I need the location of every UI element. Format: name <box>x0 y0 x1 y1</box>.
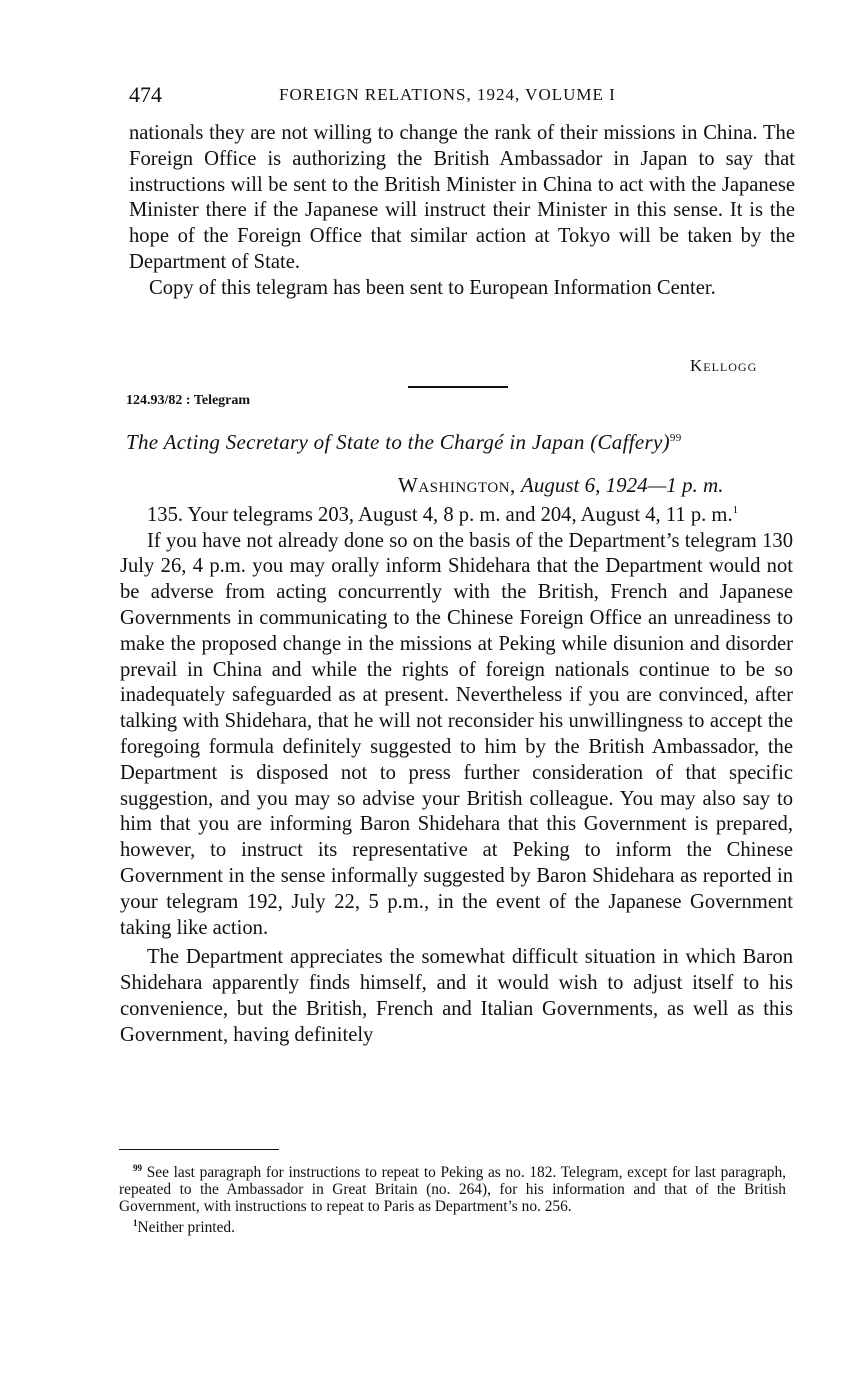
footnote-99-mark: 99 <box>133 1163 142 1173</box>
title-footnote-mark: 99 <box>669 432 682 444</box>
dateline-date: August 6, 1924—1 p. m. <box>521 473 724 497</box>
page-header <box>129 80 795 110</box>
dateline <box>398 473 723 498</box>
telegram-paragraph-1-text: 135. Your telegrams 203, August 4, 8 p. m. and 204, August 4, 11 p. m. <box>147 503 733 526</box>
section-divider <box>408 386 508 388</box>
footnote-1-text: Neither printed. <box>137 1219 235 1237</box>
signature: Kellogg <box>690 356 758 375</box>
paragraph-footnote-mark: 1 <box>732 504 739 516</box>
telegram-body <box>120 498 793 1049</box>
footnote-1 <box>119 1215 786 1236</box>
footnote-1-mark: 1 <box>133 1218 138 1229</box>
file-reference: 124.93/82 : Telegram <box>126 393 251 408</box>
telegram-paragraph-2: If you have not already done so on the basis of the Department’s telegram 130 July 26, 4 p.m. you may orally inform Shidehara that the Department would not be adverse from acting concurrently with the British, French and Japanese Governments in communicating to the Chinese Foreign Office an unreadiness to make the proposed change in the missions at Peking while disunion and disorder prevail in China and while the rights of foreign nationals continue to be so inadequately safeguarded as at present. Nevertheless if you are convinced, after talking with Shidehara, that he will not reconsider his unwillingness to accept the foregoing formula definitely suggested to him by the British Ambassador, the Department is disposed not to press further consideration of that specific suggestion, and you may so advise your British colleague. You may also say to him that you are informing Baron Shidehara that this Government is prepared, however, to instruct its representative at Peking to inform the Chinese Government in the sense informally suggested by Baron Shidehara as reported in your telegram 192, July 22, 5 p.m., in the event of the Japanese Government taking like action. <box>120 529 793 939</box>
document-title-text: The Acting Secretary of State to the Chargé in Japan (Caffery) <box>126 430 670 454</box>
continuation-text <box>129 121 795 302</box>
document-title <box>126 430 806 455</box>
footnote-99-text: See last paragraph for instructions to repeat to Peking as no. 182. Telegram, except for last paragraph, repeated to the Ambassador in Great Britain (no. 264), for his information and that of the British Government, with instructions to repeat to Paris as Department’s no. 256. <box>119 1164 786 1216</box>
footnotes <box>119 1160 786 1236</box>
page-number: 474 <box>129 82 162 107</box>
dateline-place: Washington, <box>398 473 516 497</box>
continuation-paragraph-1: nationals they are not willing to change the rank of their missions in China. The Foreign Office is authorizing the British Ambassador in Japan to say that instructions will be sent to the British Minister in China to act with the Japanese Minister there if the Japanese will instruct their Minister in this sense. It is the hope of the Foreign Office that similar action at Tokyo will be taken by the Department of State. <box>129 122 795 273</box>
telegram-paragraph-1 <box>120 498 793 529</box>
footnote-99 <box>119 1160 786 1215</box>
footnote-rule <box>119 1149 279 1150</box>
continuation-paragraph-2: Copy of this telegram has been sent to European Information Center. <box>149 276 716 299</box>
running-head: FOREIGN RELATIONS, 1924, VOLUME I <box>279 85 616 104</box>
telegram-paragraph-3: The Department appreciates the somewhat difficult situation in which Baron Shidehara apparently finds himself, and it would wish to adjust itself to his convenience, but the British, French and Italian Governments, as well as this Government, having definitely <box>120 946 793 1046</box>
